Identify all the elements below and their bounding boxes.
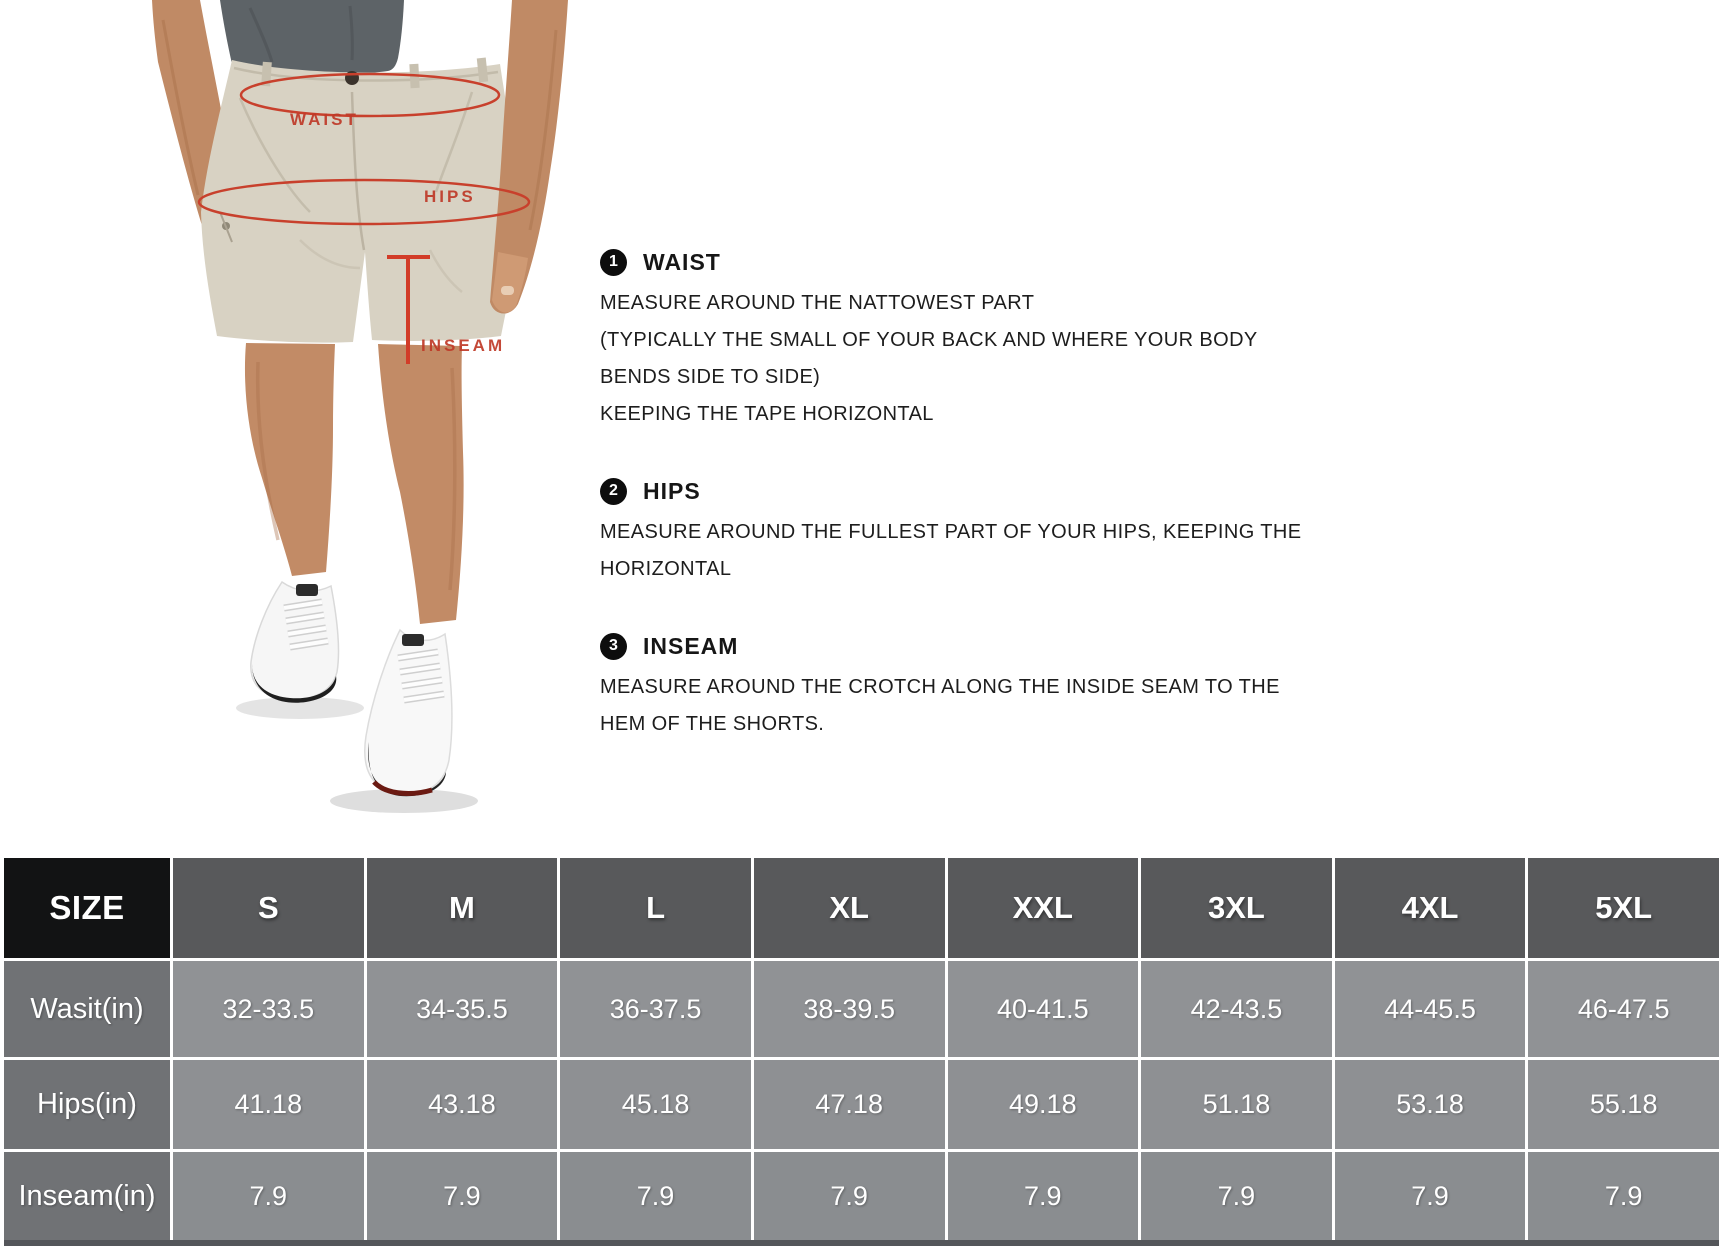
inseam-value: 7.9 (1141, 1152, 1332, 1240)
row-label-hips: Hips(in) (4, 1060, 170, 1149)
size-table-header-m: M (367, 858, 558, 958)
instruction-line: HEM OF THE SHORTS. (600, 713, 825, 735)
measuring-instructions (600, 248, 1390, 787)
hips-value: 49.18 (948, 1060, 1139, 1149)
size-table (4, 858, 1719, 1246)
step-2-badge: 2 (600, 478, 627, 505)
waist-annotation-label: WAIST (290, 110, 359, 129)
inseam-value: 7.9 (1528, 1152, 1719, 1240)
instruction-line: BENDS SIDE TO SIDE) (600, 366, 821, 388)
instruction-line: HORIZONTAL (600, 558, 732, 580)
hips-annotation-label: HIPS (424, 187, 476, 206)
right-hand (492, 252, 528, 313)
waist-value: 38-39.5 (754, 961, 945, 1057)
section-title: WAIST (643, 248, 721, 275)
inseam-value: 7.9 (173, 1152, 364, 1240)
step-1-badge: 1 (600, 249, 627, 276)
inseam-annotation-label: INSEAM (421, 336, 506, 355)
size-table-header-5xl: 5XL (1528, 858, 1719, 958)
hips-value: 51.18 (1141, 1060, 1332, 1149)
hips-value: 43.18 (367, 1060, 558, 1149)
inseam-value: 7.9 (560, 1152, 751, 1240)
waist-value: 42-43.5 (1141, 961, 1332, 1057)
waist-value: 32-33.5 (173, 961, 364, 1057)
section-title: INSEAM (643, 632, 739, 659)
model-photo (0, 0, 620, 830)
instruction-section-hips (600, 477, 1390, 588)
instruction-line: KEEPING THE TAPE HORIZONTAL (600, 403, 934, 425)
instruction-line: MEASURE AROUND THE CROTCH ALONG THE INSIDE SEAM TO THE (600, 676, 1280, 698)
hips-value: 47.18 (754, 1060, 945, 1149)
hips-value: 53.18 (1335, 1060, 1526, 1149)
waist-value: 46-47.5 (1528, 961, 1719, 1057)
shoe-tongue-tag (402, 634, 424, 646)
waist-value: 40-41.5 (948, 961, 1139, 1057)
inseam-value: 7.9 (367, 1152, 558, 1240)
inseam-value: 7.9 (754, 1152, 945, 1240)
size-table-header-size: SIZE (4, 858, 170, 958)
waist-value: 34-35.5 (367, 961, 558, 1057)
row-label-inseam: Inseam(in) (4, 1152, 170, 1240)
instruction-line: (TYPICALLY THE SMALL OF YOUR BACK AND WHERE YOUR BODY (600, 329, 1258, 351)
size-table-header-xxl: XXL (948, 858, 1139, 958)
hips-value: 41.18 (173, 1060, 364, 1149)
fingernail (501, 286, 514, 295)
instruction-line: MEASURE AROUND THE FULLEST PART OF YOUR HIPS, KEEPING THE (600, 521, 1302, 543)
hips-value: 55.18 (1528, 1060, 1719, 1149)
waist-value: 44-45.5 (1335, 961, 1526, 1057)
instruction-section-inseam (600, 632, 1390, 743)
instruction-line: MEASURE AROUND THE NATTOWEST PART (600, 292, 1035, 314)
row-label-waist: Wasit(in) (4, 961, 170, 1057)
size-table-header-l: L (560, 858, 751, 958)
size-table-header-xl: XL (754, 858, 945, 958)
step-3-badge: 3 (600, 633, 627, 660)
hips-value: 45.18 (560, 1060, 751, 1149)
size-table-header-s: S (173, 858, 364, 958)
inseam-value: 7.9 (1335, 1152, 1526, 1240)
waist-value: 36-37.5 (560, 961, 751, 1057)
instruction-section-waist (600, 248, 1390, 433)
shoe-tongue-tag (296, 584, 318, 596)
size-table-header-3xl: 3XL (1141, 858, 1332, 958)
section-title: HIPS (643, 477, 701, 504)
inseam-value: 7.9 (948, 1152, 1139, 1240)
size-table-header-4xl: 4XL (1335, 858, 1526, 958)
